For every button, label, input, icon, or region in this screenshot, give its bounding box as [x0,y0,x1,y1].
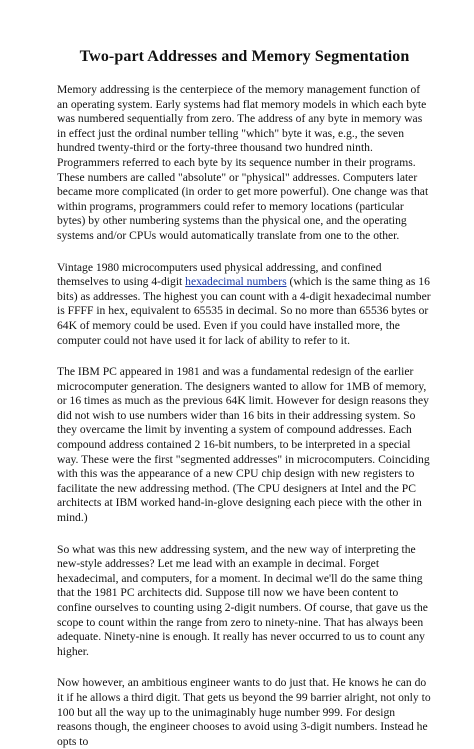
paragraph-decimal-example: So what was this new addressing system, and the new way of interpreting the new-style addresses? Let me lead with an example in decimal. Forget hexadecimal, and computers, for a moment. In decimal we'll do the same thing that the 1981 PC architects did. Suppose till now we have been content to confine ourselves to counting using 2-digit numbers. Of course, that gave us the scope to count within the range from zero to ninety-nine. That has always been adequate. Ninety-nine is enough. It really has never occurred to us to count any higher. [57,542,428,658]
paragraph-third-digit: Now however, an ambitious engineer wants to do just that. He knows he can do it if he allows a third digit. That gets us beyond the 99 barrier alright, not only to 100 but all the way up to the unimaginably huge number 999. For design reasons though, the engineer chooses to avoid using 3-digit numbers. Instead he opts to [57,676,431,748]
hexadecimal-numbers-link[interactable]: hexadecimal numbers [185,275,287,289]
paragraph-text-before-link: Vintage 1980 microcomputers used physical addressing, and confined themselves to using 4-digit [57,260,382,289]
document-title: Two-part Addresses and Memory Segmentation [79,48,410,65]
paragraph-flat-memory: Memory addressing is the centerpiece of the memory management function of an operating system. Early systems had flat memory models in which each byte was numbered sequentially from zero. The address of any byte in memory was in effect just the ordinal number telling "which" byte it was, e.g., the seven hundred twenty-third or the forty-three thousand two hundred ninth. Programmers referred to each byte by its sequence number in their programs. These numbers are called "absolute" or "physical" addresses. Computers later became more complicated (in order to get more powerful). One change was that within programs, programmers could refer to memory locations (particular bytes) by other numbering systems than the physical one, and the operating systems and/or CPUs would automatically translate from one to the other. [57,83,429,242]
paragraph-text-after-link: (which is the same thing as 16 bits) as addresses. The highest you can count with a 4-digit hexadecimal number is FFFF in hex, equivalent to 65535 in decimal. So no more than 65536 bytes or 64K of memory could be used. Even if you could have installed more, the computer could not have used it for lack of ability to refer to it. [57,275,431,347]
paragraph-ibm-pc: The IBM PC appeared in 1981 and was a fundamental redesign of the earlier microcomputer generation. The designers wanted to allow for 1MB of memory, or 16 times as much as the previous 64K limit. However for design reasons they did not wish to use numbers wider than 16 bits in their addressing system. So they overcame the limit by inventing a system of compound addresses. Each compound address contained 2 16-bit numbers, to be interpreted in a special way. These were the first "segmented addresses" in microcomputers. Coinciding with this was the appearance of a new CPU chip design with new registers to facilitate the new addressing method. (The CPU designers at Intel and the PC architects at IBM worked hand-in-glove designing each piece with the other in mind.) [57,365,430,525]
paragraph-vintage-1980 [57,261,432,349]
